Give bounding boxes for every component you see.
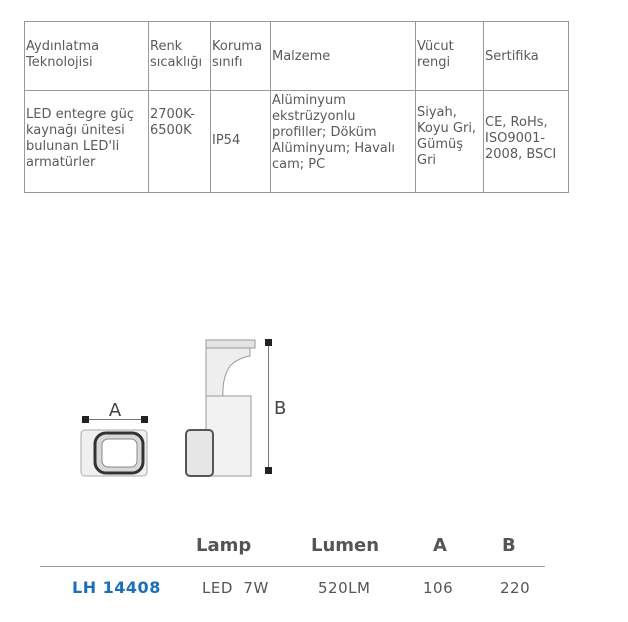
side-view-upper-pole bbox=[206, 348, 250, 396]
product-dimension-drawing bbox=[0, 320, 628, 510]
spec-header-cell bbox=[416, 22, 484, 91]
dimension-b bbox=[265, 339, 286, 474]
value-protection: IP54 bbox=[212, 133, 241, 148]
value-b: 220 bbox=[500, 579, 531, 597]
value-body-color: Siyah, Koyu Gri, Gümüş Gri bbox=[417, 105, 477, 168]
dim-b-marker-top bbox=[265, 339, 272, 346]
side-view-cap bbox=[206, 340, 255, 348]
column-b: B bbox=[502, 535, 516, 556]
top-view-lens bbox=[102, 439, 137, 467]
table-divider bbox=[40, 566, 545, 567]
lamp-top-view bbox=[81, 430, 147, 476]
value-material: Alüminyum ekstrüzyonlu profiller; Döküm Alüminyum; Havalı cam; PC bbox=[272, 93, 395, 172]
spec-value-cell bbox=[149, 91, 211, 193]
model-code: LH 14408 bbox=[72, 578, 161, 597]
value-certificate: CE, RoHs, ISO9001-2008, BSCI bbox=[485, 115, 557, 162]
dim-b-marker-bottom bbox=[265, 467, 272, 474]
value-technology: LED entegre güç kaynağı ünitesi bulunan LED'li armatürler bbox=[26, 107, 135, 170]
side-view-base bbox=[186, 430, 213, 476]
spec-value-cell bbox=[25, 91, 149, 193]
dim-a-marker-left bbox=[82, 416, 89, 423]
value-lamp: LED 7W bbox=[202, 579, 269, 597]
header-color-temp: Renk sıcaklığı bbox=[150, 39, 203, 70]
header-technology: Aydınlatma Teknolojisi bbox=[26, 39, 100, 70]
column-lumen: Lumen bbox=[311, 535, 380, 556]
column-lamp: Lamp bbox=[196, 535, 252, 556]
header-certificate: Sertifika bbox=[485, 49, 539, 64]
header-protection: Koruma sınıfı bbox=[212, 39, 263, 70]
spec-header-cell bbox=[25, 22, 149, 91]
spec-value-cell bbox=[484, 91, 569, 193]
spec-header-row bbox=[25, 22, 569, 91]
value-a: 106 bbox=[423, 579, 454, 597]
spec-header-cell bbox=[271, 22, 416, 91]
spec-header-cell bbox=[149, 22, 211, 91]
dimension-a bbox=[82, 400, 148, 423]
spec-value-cell bbox=[416, 91, 484, 193]
column-a: A bbox=[433, 535, 447, 556]
spec-table bbox=[24, 21, 569, 193]
header-body-color: Vücut rengi bbox=[417, 39, 454, 70]
lamp-side-view bbox=[186, 340, 255, 476]
header-material: Malzeme bbox=[272, 49, 331, 64]
spec-header-cell bbox=[211, 22, 271, 91]
spec-value-cell bbox=[271, 91, 416, 193]
dim-a-marker-right bbox=[141, 416, 148, 423]
value-lumen: 520LM bbox=[318, 579, 371, 597]
spec-header-cell bbox=[484, 22, 569, 91]
spec-value-row bbox=[25, 91, 569, 193]
dim-b-label: B bbox=[274, 398, 287, 419]
value-color-temp: 2700K-6500K bbox=[150, 107, 195, 138]
dim-a-label: A bbox=[108, 400, 122, 421]
spec-value-cell bbox=[211, 91, 271, 193]
